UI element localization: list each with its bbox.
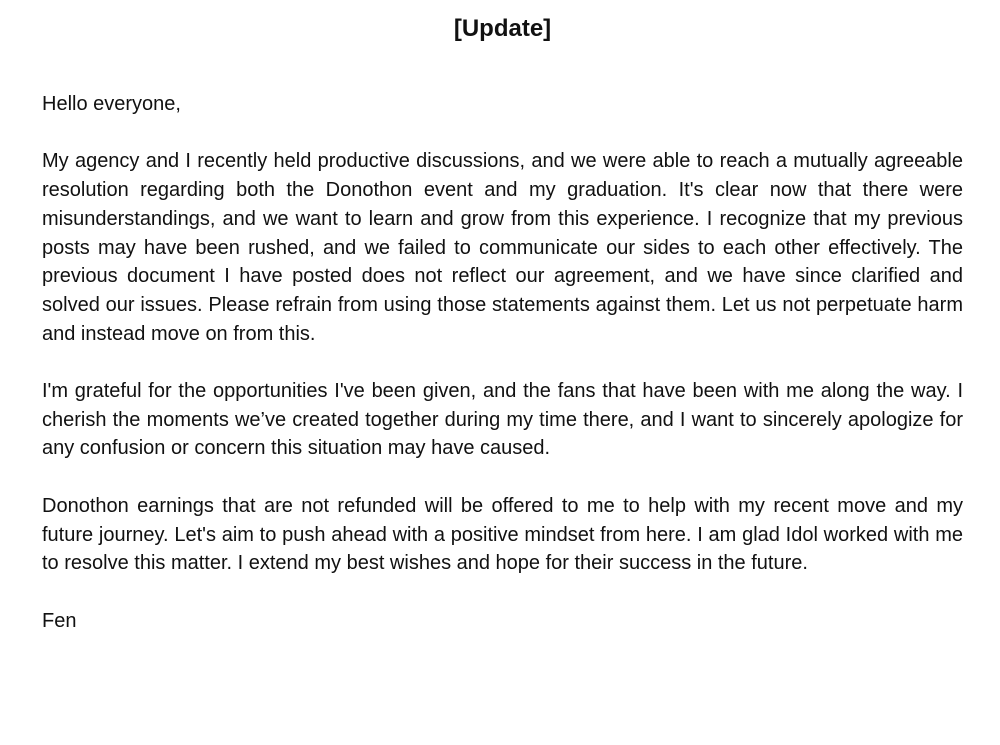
paragraph-2: I'm grateful for the opportunities I've been given, and the fans that have been with me along the way. I cherish the moments we’ve created together during my time there, and I want to sincerely apologize for any confusion or concern this situation may have caused. xyxy=(42,380,963,460)
signature: Fen xyxy=(42,609,77,632)
greeting: Hello everyone, xyxy=(42,93,181,115)
paragraph-1: My agency and I recently held productive discussions, and we were able to reach a mutually agreeable resolution regarding both the Donothon event and my graduation. It's clear now that there were misunderstandings, and we want to learn and grow from this experience. I recognize that my previous posts may have been rushed, and we failed to communicate our sides to each other effectively. The previous document I have posted does not reflect our agreement, and we have since clarified and solved our issues. Please refrain from using those statements against them. Let us not perpetuate harm and instead move on from this. xyxy=(42,150,963,345)
document-page xyxy=(42,0,963,635)
document-title: [Update] xyxy=(453,15,552,42)
paragraph-3: Donothon earnings that are not refunded will be offered to me to help with my recent move and my future journey. Let's aim to push ahead with a positive mindset from here. I am glad Idol worked with me to resolve this matter. I extend my best wishes and hope for their success in the future. xyxy=(42,494,963,575)
